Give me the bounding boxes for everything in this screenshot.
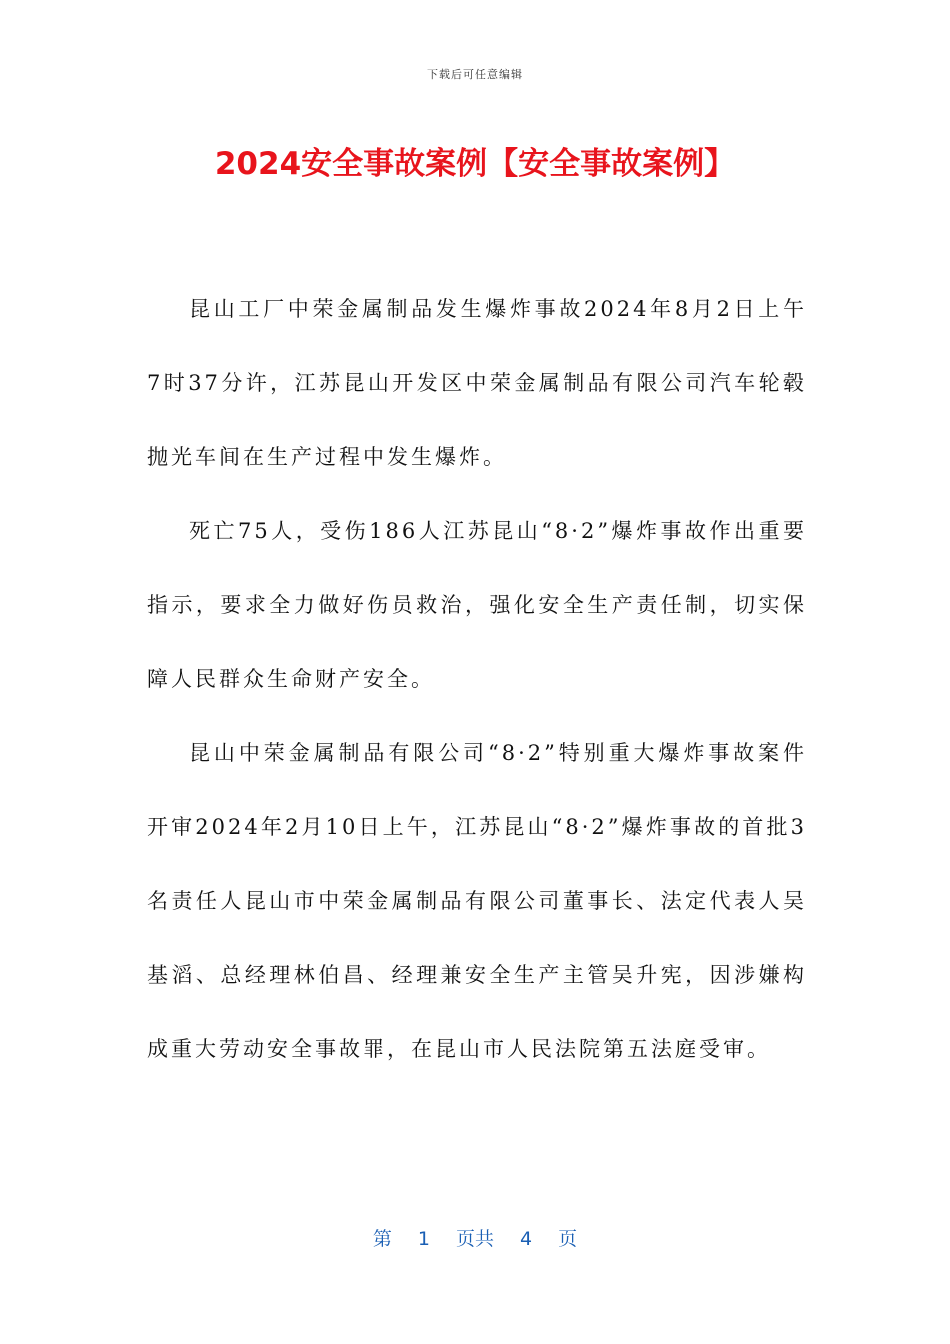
document-body bbox=[147, 272, 807, 1086]
paragraph: 昆山中荣金属制品有限公司“8·2”特别重大爆炸事故案件开审2024年2月10日上午，江苏昆山“8·2”爆炸事故的首批3名责任人昆山市中荣金属制品有限公司董事长、法定代表人吴基滔、总经理林伯昌、经理兼安全生产主管吴升宪，因涉嫌构成重大劳动安全事故罪，在昆山市人民法院第五法庭受审。 bbox=[147, 741, 807, 1061]
page-suffix: 页共 bbox=[455, 1228, 494, 1250]
total-pages-number: 4 bbox=[520, 1228, 533, 1250]
paragraph: 死亡75人，受伤186人江苏昆山“8·2”爆炸事故作出重要指示，要求全力做好伤员救治，强化安全生产责任制，切实保障人民群众生命财产安全。 bbox=[147, 519, 807, 691]
header-note: 下载后可任意编辑 bbox=[427, 68, 523, 81]
page-footer bbox=[0, 1224, 950, 1251]
paragraph: 昆山工厂中荣金属制品发生爆炸事故2024年8月2日上午7时37分许，江苏昆山开发区中荣金属制品有限公司汽车轮毂抛光车间在生产过程中发生爆炸。 bbox=[147, 297, 807, 469]
current-page-number: 1 bbox=[417, 1228, 430, 1250]
total-suffix: 页 bbox=[558, 1228, 578, 1250]
document-title: 2024安全事故案例【安全事故案例】 bbox=[214, 146, 736, 182]
page-prefix: 第 bbox=[372, 1228, 392, 1250]
